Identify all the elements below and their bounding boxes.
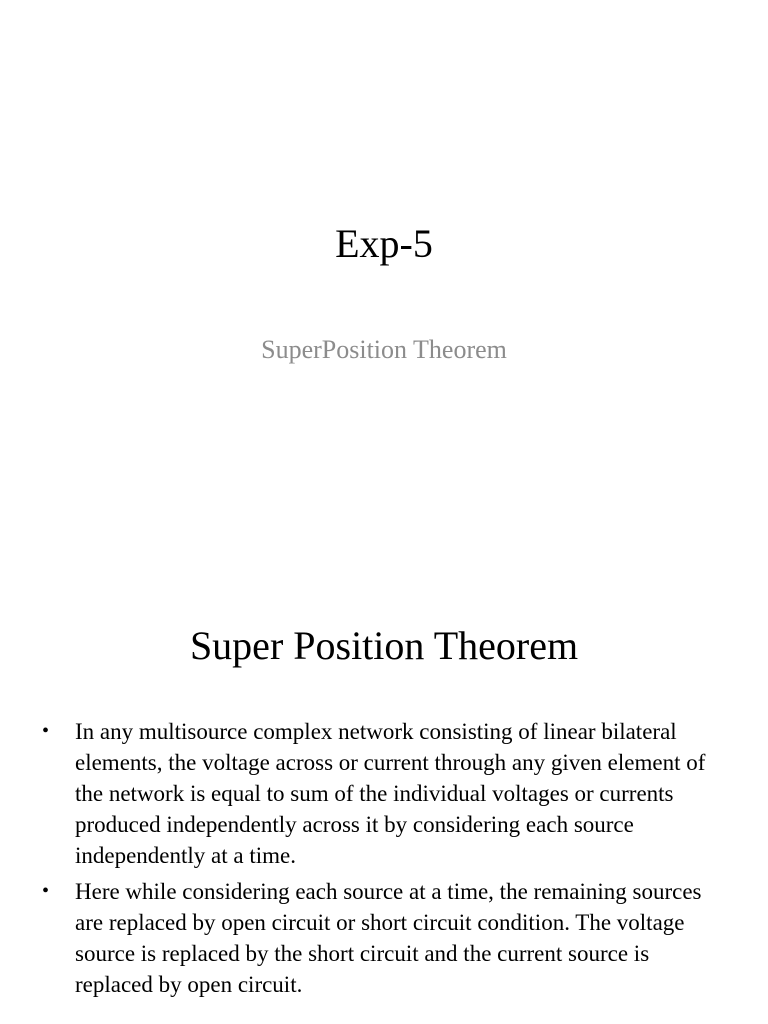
bullet-item — [40, 876, 730, 1000]
bullet-dot-icon: • — [42, 720, 50, 742]
content-slide — [0, 560, 768, 1024]
bullet-text: Here while considering each source at a time, the remaining sources are replaced by open circuit or short circuit condition. The voltage source is replaced by the short circuit and the current source is replaced by open circuit. — [75, 879, 702, 997]
bullet-dot-icon: • — [42, 880, 50, 902]
slide-subtitle: SuperPosition Theorem — [261, 335, 507, 364]
bullet-item — [40, 716, 730, 871]
content-slide-title: Super Position Theorem — [189, 623, 579, 668]
bullet-list — [40, 716, 730, 1005]
slide-title: Exp-5 — [335, 221, 433, 266]
bullet-text: In any multisource complex network consisting of linear bilateral elements, the voltage across or current through any given element of the network is equal to sum of the individual voltages or currents produced independently across it by considering each source independently at a time. — [75, 719, 706, 868]
